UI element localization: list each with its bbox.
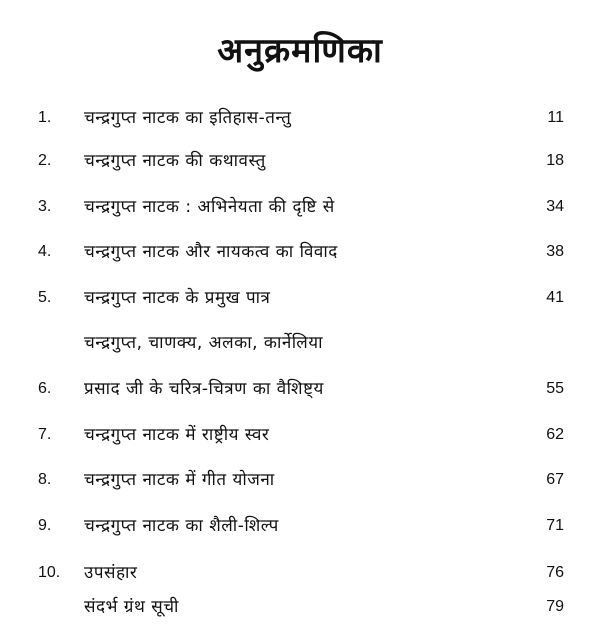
entry-page-number: 38 <box>546 243 564 260</box>
entry-number: 8. <box>38 471 52 488</box>
toc-entry-5 <box>0 283 600 313</box>
entry-number: 5. <box>38 289 52 306</box>
entry-title: चन्द्रगुप्त नाटक की कथावस्तु <box>84 151 266 171</box>
entry-page-number: 41 <box>546 289 564 306</box>
entry-page-number: 71 <box>546 517 564 534</box>
entry-title: चन्द्रगुप्त नाटक के प्रमुख पात्र <box>84 288 271 308</box>
entry-title: चन्द्रगुप्त नाटक : अभिनेयता की दृष्टि से <box>84 197 335 217</box>
entry-page-number: 18 <box>546 152 564 169</box>
toc-entry-4 <box>0 237 600 267</box>
toc-entry-6 <box>0 374 600 404</box>
toc-entry-bibliography <box>0 592 600 622</box>
entry-page-number: 55 <box>546 380 564 397</box>
toc-entry-5-subitems <box>0 328 600 358</box>
entry-page-number: 11 <box>547 109 564 126</box>
toc-entry-9 <box>0 511 600 541</box>
toc-entry-2 <box>0 146 600 176</box>
entry-subtitle: चन्द्रगुप्त, चाणक्य, अलका, कार्नेलिया <box>84 333 323 353</box>
toc-entry-7 <box>0 420 600 450</box>
entry-number: 1. <box>38 109 52 126</box>
entry-title: प्रसाद जी के चरित्र-चित्रण का वैशिष्ट्य <box>84 379 324 399</box>
entry-page-number: 67 <box>546 471 564 488</box>
entry-number: 4. <box>38 243 52 260</box>
entry-title: चन्द्रगुप्त नाटक और नायकत्व का विवाद <box>84 242 338 262</box>
entry-title: चन्द्रगुप्त नाटक का शैली-शिल्प <box>84 516 279 536</box>
entry-title: उपसंहार <box>84 563 138 583</box>
entry-title: चन्द्रगुप्त नाटक का इतिहास-तन्तु <box>84 108 292 128</box>
entry-page-number: 62 <box>546 426 564 443</box>
entry-number: 3. <box>38 198 52 215</box>
page-title: अनुक्रमणिका <box>217 31 383 71</box>
entry-number: 6. <box>38 380 52 397</box>
entry-number: 7. <box>38 426 52 443</box>
toc-entry-3 <box>0 192 600 222</box>
toc-entry-8 <box>0 465 600 495</box>
entry-number: 10. <box>38 564 61 581</box>
entry-page-number: 76 <box>546 564 564 581</box>
entry-page-number: 34 <box>546 198 564 215</box>
entry-title: चन्द्रगुप्त नाटक में गीत योजना <box>84 470 275 490</box>
toc-entry-10 <box>0 558 600 588</box>
toc-entry-1 <box>0 103 600 133</box>
entry-number: 9. <box>38 517 52 534</box>
entry-title: चन्द्रगुप्त नाटक में राष्ट्रीय स्वर <box>84 425 270 445</box>
entry-number: 2. <box>38 152 52 169</box>
entry-title: संदर्भ ग्रंथ सूची <box>84 597 179 617</box>
entry-page-number: 79 <box>546 598 564 615</box>
